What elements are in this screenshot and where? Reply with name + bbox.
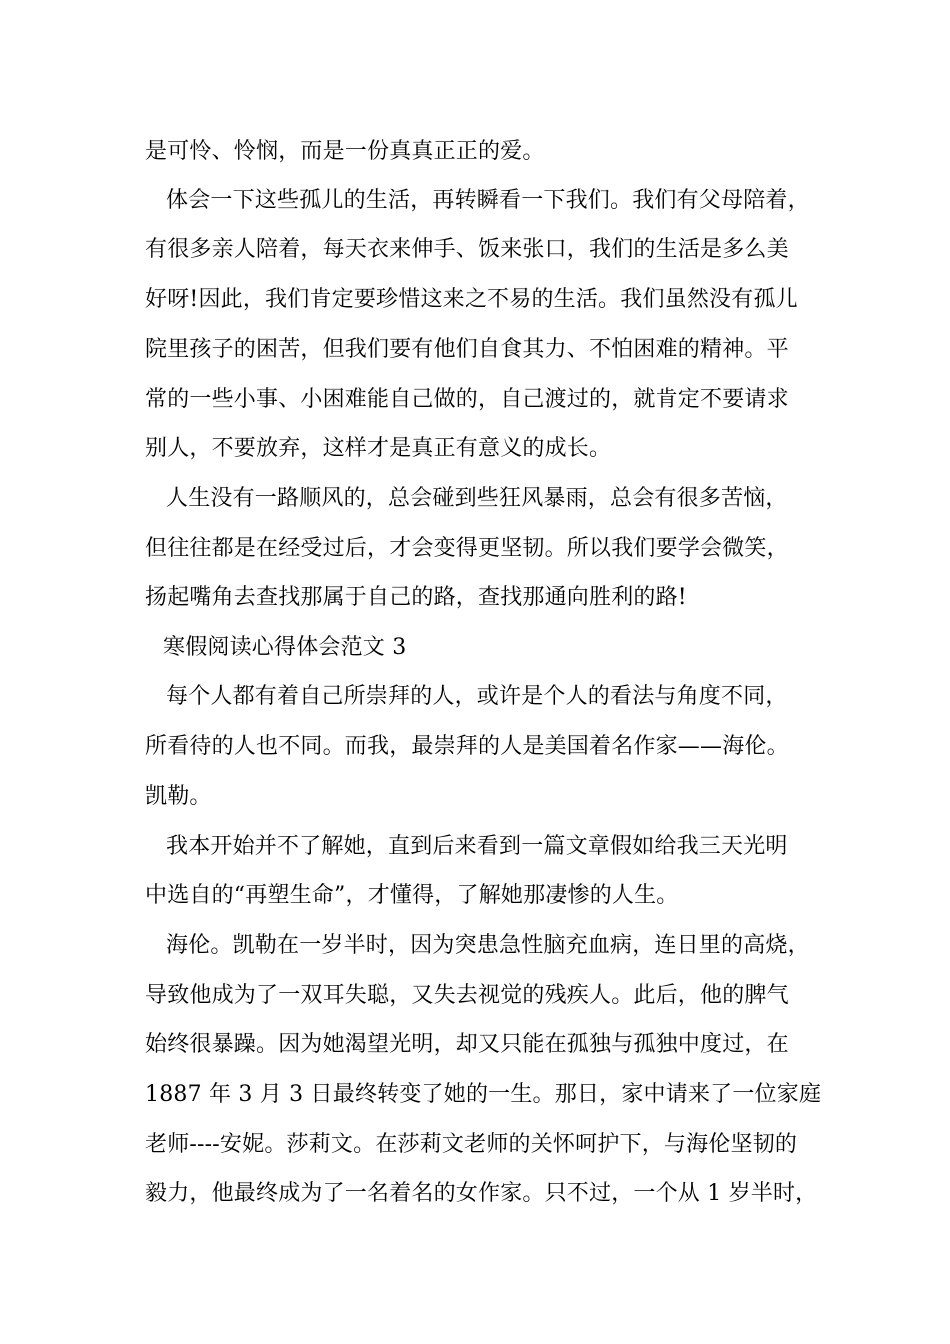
text-line: 始终很暴躁。因为她渴望光明，却又只能在孤独与孤独中度过，在	[145, 1032, 789, 1057]
text-line: 但往往都是在经受过后，才会变得更坚韧。所以我们要学会微笑，	[145, 536, 789, 561]
text-line: 所看待的人也不同。而我，最崇拜的人是美国着名作家——海伦。	[145, 734, 789, 759]
text-line: 好呀!因此，我们肯定要珍惜这来之不易的生活。我们虽然没有孤儿	[145, 287, 798, 312]
paragraph-first-line: 我本开始并不了解她，直到后来看到一篇文章假如给我三天光明	[166, 834, 788, 859]
paragraph-first-line: 人生没有一路顺风的，总会碰到些狂风暴雨，总会有很多苦恼，	[166, 486, 788, 511]
text-line: 凯勒。	[145, 784, 212, 809]
text-line: 老师----安妮。莎莉文。在莎莉文老师的关怀呵护下，与海伦坚韧的	[145, 1132, 798, 1157]
text-line: 扬起嘴角去查找那属于自己的路，查找那通向胜利的路!	[145, 585, 687, 610]
paragraph-first-line: 海伦。凯勒在一岁半时，因为突患急性脑充血病，连日里的高烧，	[166, 933, 810, 958]
text-line: 常的一些小事、小困难能自己做的，自己渡过的，就肯定不要请求	[145, 387, 789, 412]
text-line: 导致他成为了一双耳失聪，又失去视觉的残疾人。此后，他的脾气	[145, 983, 789, 1008]
paragraph-first-line: 体会一下这些孤儿的生活，再转瞬看一下我们。我们有父母陪着，	[166, 188, 810, 213]
text-line: 别人，不要放弃，这样才是真正有意义的成长。	[145, 436, 612, 461]
paragraph-first-line: 每个人都有着自己所崇拜的人，或许是个人的看法与角度不同，	[166, 684, 788, 709]
text-line: 毅力，他最终成为了一名着名的女作家。只不过，一个从 1 岁半时，	[145, 1181, 818, 1206]
text-line: 中选自的“再塑生命”，才懂得，了解她那凄惨的人生。	[145, 883, 679, 908]
text-line: 1887 年 3 月 3 日最终转变了她的一生。那日，家中请来了一位家庭	[145, 1082, 822, 1107]
section-heading: 寒假阅读心得体会范文 3	[163, 635, 407, 660]
text-line: 是可怜、怜悯，而是一份真真正正的爱。	[145, 139, 545, 164]
text-line: 有很多亲人陪着，每天衣来伸手、饭来张口，我们的生活是多么美	[145, 237, 789, 262]
text-line: 院里孩子的困苦，但我们要有他们自食其力、不怕困难的精神。平	[145, 337, 789, 362]
